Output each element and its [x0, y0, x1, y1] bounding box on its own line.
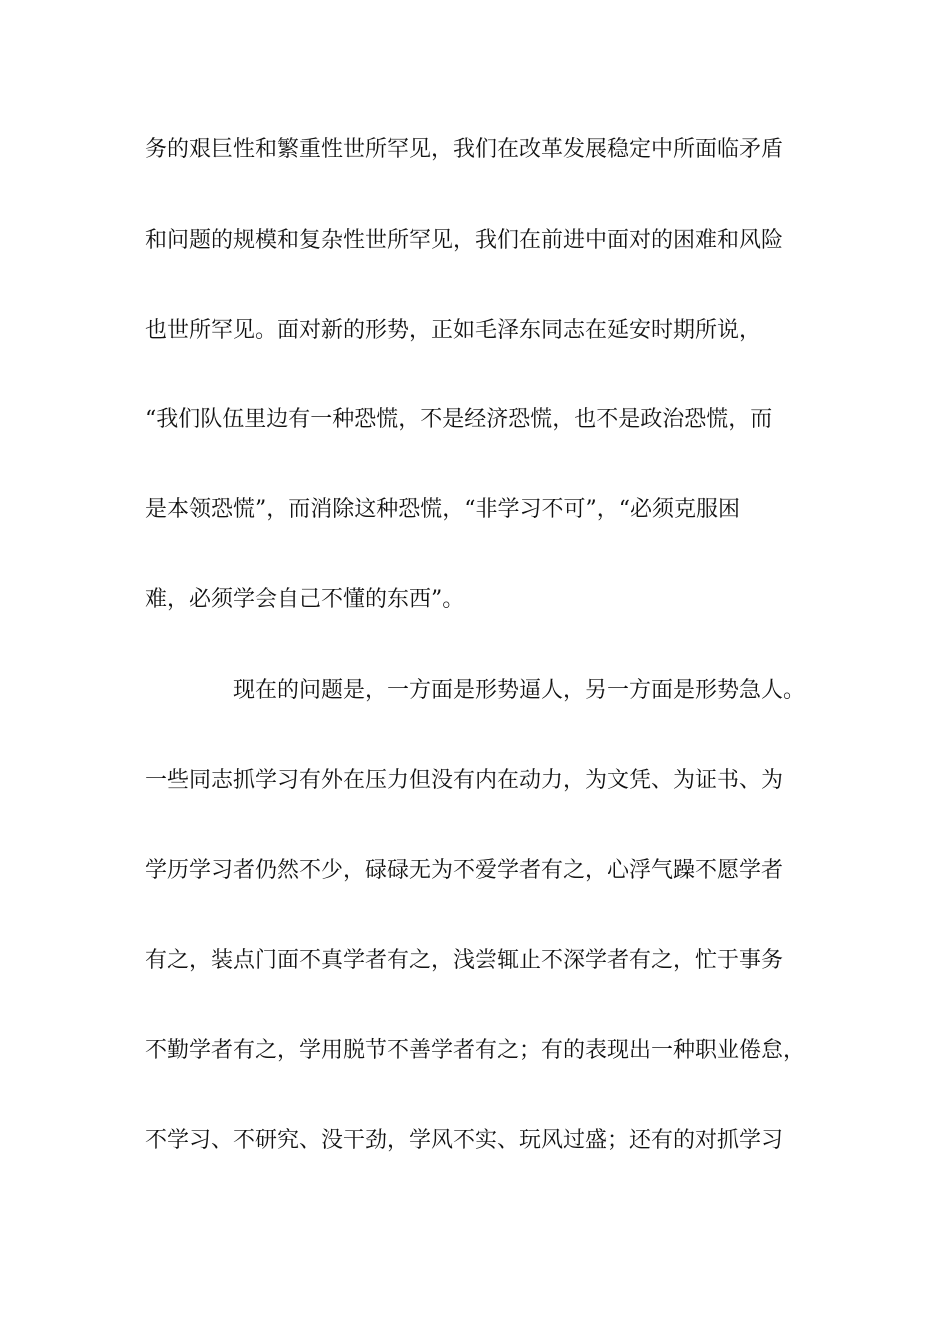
- text-line: 学历学习者仍然不少，碌碌无为不爱学者有之，心浮气躁不愿学者: [145, 858, 784, 883]
- text-line: 和问题的规模和复杂性世所罕见，我们在前进中面对的困难和风险: [145, 228, 784, 253]
- text-line: 难，必须学会自己不懂的东西”。: [145, 587, 465, 612]
- text-line: 有之，装点门面不真学者有之，浅尝辄止不深学者有之，忙于事务: [145, 948, 784, 973]
- text-line: 不学习、不研究、没干劲，学风不实、玩风过盛；还有的对抓学习: [145, 1128, 784, 1153]
- text-line: 也世所罕见。面对新的形势，正如毛泽东同志在延安时期所说，: [145, 318, 762, 343]
- text-line: “我们队伍里边有一种恐慌，不是经济恐慌，也不是政治恐慌，而: [145, 407, 773, 432]
- text-line: 是本领恐慌”，而消除这种恐慌，“非学习不可”，“必须克服困: [145, 497, 740, 522]
- text-line: 一些同志抓学习有外在压力但没有内在动力，为文凭、为证书、为: [145, 768, 784, 793]
- text-line: 现在的问题是，一方面是形势逼人，另一方面是形势急人。: [233, 678, 806, 703]
- text-line: 务的艰巨性和繁重性世所罕见，我们在改革发展稳定中所面临矛盾: [145, 137, 784, 162]
- text-line: 不勤学者有之，学用脱节不善学者有之；有的表现出一种职业倦怠，: [145, 1038, 806, 1063]
